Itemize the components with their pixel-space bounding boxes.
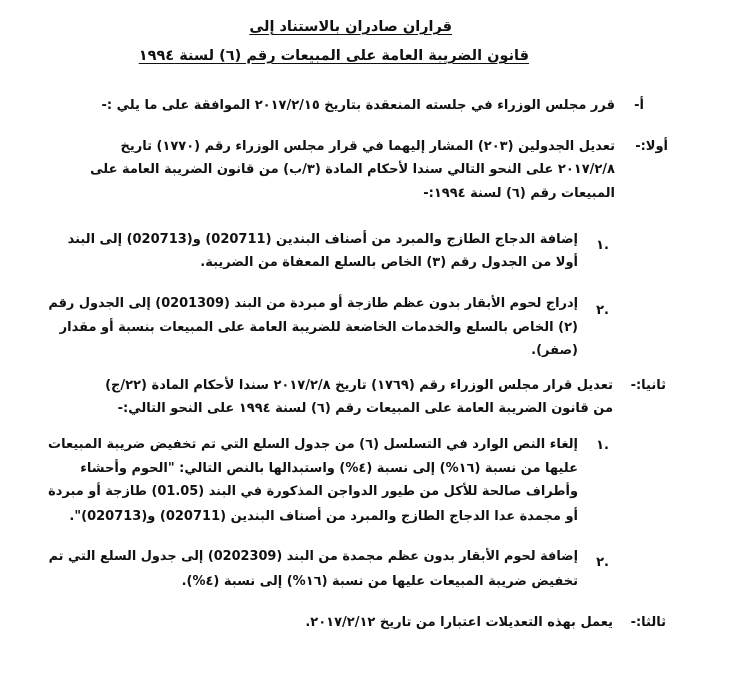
first-item-1-line-1: إضافة الدجاج الطازج والمبرد من أصناف البندين (020711) و(020713) إلى البند	[67, 232, 578, 247]
second-item-2-line-2: تخفيض ضريبة المبيعات عليها من نسبة (١٦%) إلى نسبة (٤%).	[181, 574, 578, 589]
first-item-2-number: .٢	[596, 303, 609, 318]
first-section-line-2: ٢٠١٧/٢/٨ على النحو التالي سندا لأحكام المادة (٣/ب) من قانون الضريبة العامة على	[90, 162, 615, 177]
first-section-line-3: المبيعات رقم (٦) لسنة ١٩٩٤:-	[423, 186, 615, 201]
first-item-2-line-2: (٢) الخاص بالسلع والخدمات الخاضعة للضريبة العامة على المبيعات بنسبة أو مقدار	[59, 320, 578, 335]
first-item-2-line-3: (صفر).	[531, 343, 578, 358]
second-item-1-line-1: إلغاء النص الوارد في التسلسل (٦) من جدول السلع التي تم تخفيض ضريبة المبيعات	[48, 437, 578, 452]
second-section-line-2: من قانون الضريبة العامة على المبيعات رقم (٦) لسنة ١٩٩٤ على النحو التالي:-	[117, 401, 613, 416]
third-section-text: يعمل بهذه التعديلات اعتبارا من تاريخ ٢٠١٧/٢/١٢.	[305, 615, 613, 630]
second-item-2-line-1: إضافة لحوم الأبقار بدون عظم مجمدة من البند (0202309) إلى جدول السلع التي تم	[48, 549, 578, 564]
first-item-1-number: .١	[596, 238, 609, 253]
second-item-1-line-2: عليها من نسبة (١٦%) إلى نسبة (٤%) واستبدالها بالنص التالي: "الحوم وأحشاء	[80, 461, 578, 476]
first-item-2-line-1: إدراج لحوم الأبقار بدون عظم طازجة أو مبردة من البند (0201309) إلى الجدول رقم	[48, 296, 578, 311]
intro-text: قرر مجلس الوزراء في جلسته المنعقدة بتاريخ ٢٠١٧/٢/١٥ الموافقة على ما يلي :-	[101, 98, 615, 113]
first-section-line-1: تعديل الجدولين (٢٠٣) المشار إليهما في قرار مجلس الوزراء رقم (١٧٧٠) تاريخ	[120, 139, 615, 154]
second-item-2-number: .٢	[596, 555, 609, 570]
first-item-1-line-2: أولا من الجدول رقم (٣) الخاص بالسلع المعفاة من الضريبة.	[200, 255, 578, 270]
second-item-1-number: .١	[596, 438, 609, 453]
document-title-line-1: قراران صادران بالاستناد إلى	[249, 19, 452, 35]
second-item-1-line-3: وأطراف صالحة للأكل من طيور الدواجن المذكورة في البند (01.05) طازجة أو مبردة	[48, 484, 578, 499]
document-title-line-2: قانون الضريبة العامة على المبيعات رقم (٦) لسنة ١٩٩٤	[138, 48, 529, 64]
second-item-1-line-4: أو مجمدة عدا الدجاج الطازج والمبرد من أصناف البندين (020711) و(020713)".	[69, 509, 578, 524]
intro-label: أ-	[634, 98, 644, 113]
second-section-label: ثانيا:-	[630, 378, 666, 393]
third-section-label: ثالثا:-	[630, 615, 666, 630]
second-section-line-1: تعديل قرار مجلس الوزراء رقم (١٧٦٩) تاريخ ٢٠١٧/٢/٨ سندا لأحكام المادة (٢٢/ج)	[105, 378, 613, 393]
first-section-label: أولا:-	[635, 139, 668, 154]
